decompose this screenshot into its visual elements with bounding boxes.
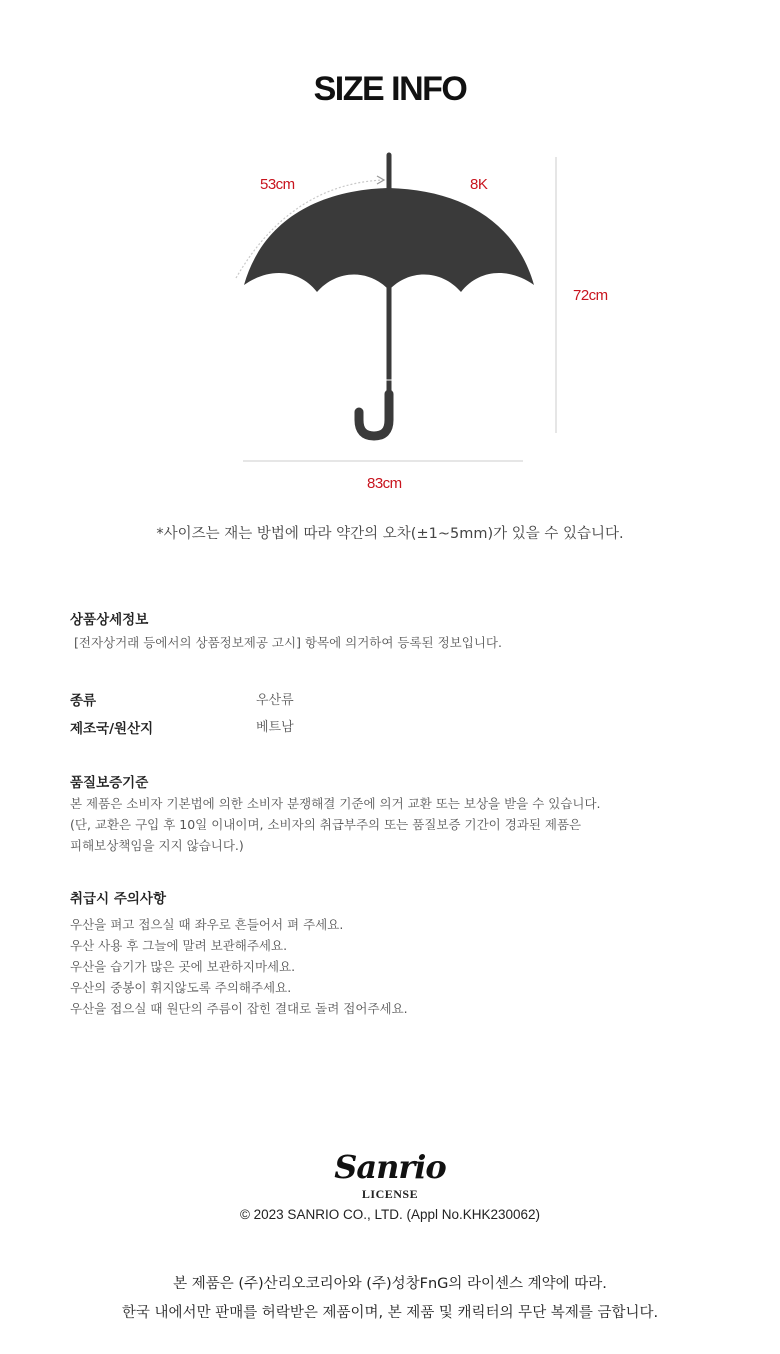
page-title: SIZE INFO	[313, 70, 467, 108]
caution-item: 우산의 중봉이 휘지않도록 주의해주세요.	[70, 980, 292, 995]
quality-line: (단, 교환은 구입 후 10일 이내이며, 소비자의 취급부주의 또는 품질보증 기간이 경과된 제품은	[70, 817, 582, 832]
caution-list	[70, 914, 408, 1019]
origin-label: 제조국/원산지	[70, 721, 154, 737]
license-label: LICENSE	[361, 1187, 419, 1201]
length-label: 72cm	[573, 287, 608, 304]
umbrella-canopy	[244, 188, 534, 292]
sanrio-logo: Sanrio	[334, 1148, 446, 1186]
footer-line: 한국 내에서만 판매를 허락받은 제품이며, 본 제품 및 캐릭터의 무단 복제를 금합니다.	[121, 1305, 659, 1321]
umbrella-diagram	[0, 0, 780, 500]
caution-item: 우산을 접으실 때 원단의 주름이 잡힌 결대로 돌려 접어주세요.	[70, 1001, 408, 1016]
arc-arrow-icon	[377, 176, 384, 184]
type-label: 종류	[70, 693, 97, 709]
caution-item: 우산 사용 후 그늘에 말려 보관해주세요.	[70, 938, 288, 953]
product-detail-heading: 상품상세정보	[70, 612, 149, 628]
quality-line: 본 제품은 소비자 기본법에 의한 소비자 분쟁해결 기준에 의거 교환 또는 보상을 받을 수 있습니다.	[70, 796, 601, 811]
caution-item: 우산을 펴고 접으실 때 좌우로 흔들어서 펴 주세요.	[70, 917, 344, 932]
copyright-text: © 2023 SANRIO CO., LTD. (Appl No.KHK230062)	[239, 1207, 541, 1222]
size-note: *사이즈는 재는 방법에 따라 약간의 오차(±1~5mm)가 있을 수 있습니다.	[156, 526, 624, 542]
quality-line: 피해보상책임을 지지 않습니다.)	[70, 838, 244, 853]
ribs-label: 8K	[470, 176, 488, 193]
caution-item: 우산을 습기가 많은 곳에 보관하지마세요.	[70, 959, 296, 974]
origin-value: 베트남	[256, 720, 294, 735]
type-value: 우산류	[256, 693, 294, 708]
quality-heading: 품질보증기준	[70, 775, 149, 791]
footer-line: 본 제품은 (주)산리오코리아와 (주)성창FnG의 라이센스 계약에 따라.	[173, 1276, 607, 1292]
caution-heading: 취급시 주의사항	[70, 891, 166, 907]
product-detail-description: [전자상거래 등에서의 상품정보제공 고시] 항목에 의거하여 등록된 정보입니다.	[74, 635, 502, 650]
width-label: 83cm	[367, 475, 402, 492]
umbrella-handle	[359, 394, 389, 436]
canopy-arc-label: 53cm	[260, 176, 295, 193]
quality-text	[70, 793, 601, 856]
